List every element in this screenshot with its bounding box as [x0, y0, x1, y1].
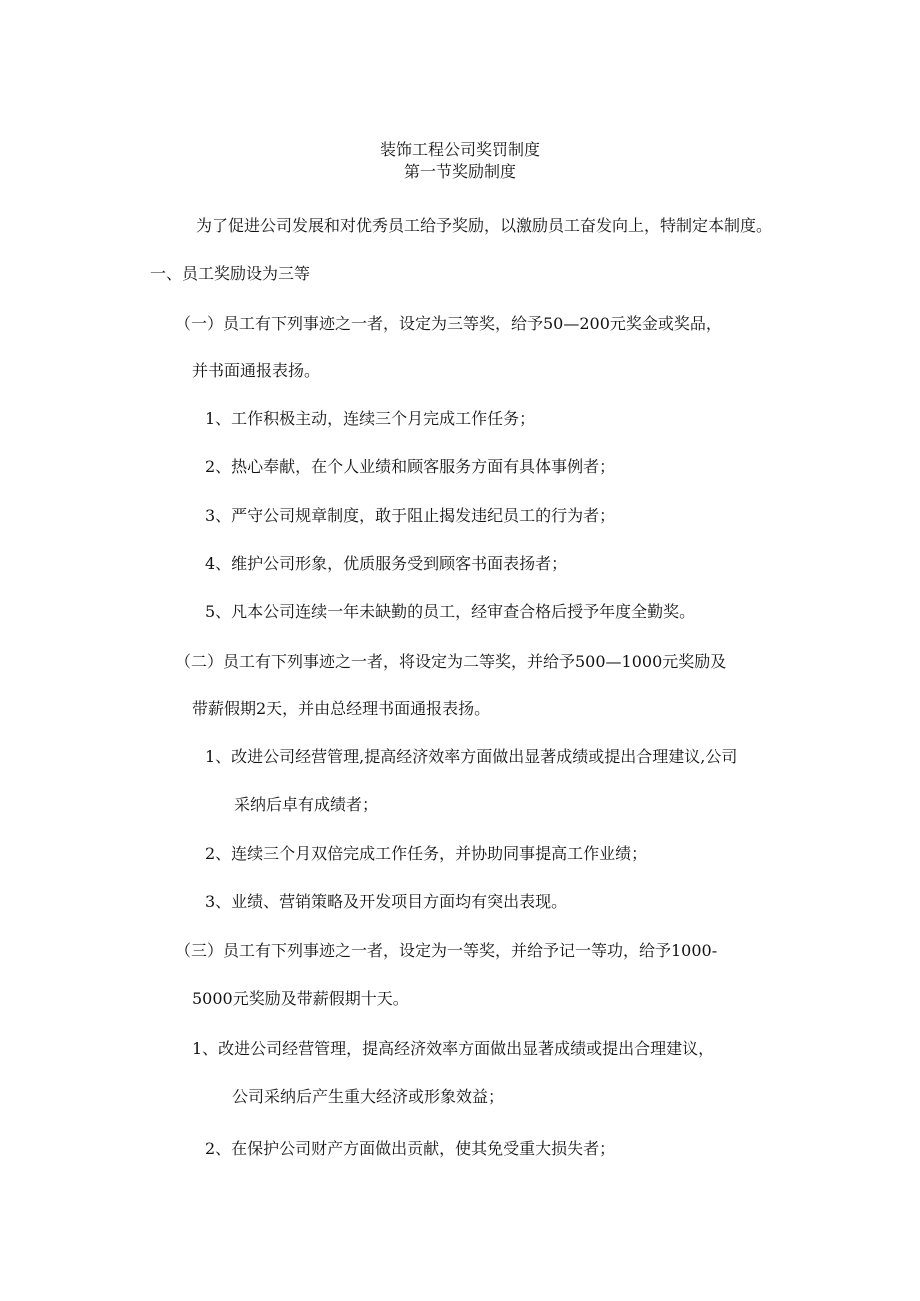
tier2-item2: 2、连续三个月双倍完成工作任务，并协助同事提高工作业绩； [205, 844, 648, 863]
tier1-item1-line2: 公司采纳后产生重大经济或形象效益； [232, 1087, 505, 1106]
document-title: 装饰工程公司奖罚制度 [379, 140, 540, 159]
tier3-item: 5、凡本公司连续一年未缺勤的员工，经审查合格后授予年度全勤奖。 [205, 602, 696, 621]
intro-paragraph: 为了促进公司发展和对优秀员工给予奖励，以激励员工奋发向上，特制定本制度。 [196, 216, 773, 235]
tier3-item: 2、热心奉献，在个人业绩和顾客服务方面有具体事例者； [205, 457, 616, 476]
tier3-intro-line1: （一）员工有下列事迹之一者，设定为三等奖，给予50—200元奖金或奖品， [175, 314, 722, 333]
section-title: 第一节奖励制度 [403, 162, 516, 181]
tier2-intro-line1: （二）员工有下列事迹之一者，将设定为二等奖，并给予500—1000元奖励及 [175, 652, 727, 671]
tier2-item1-line2: 采纳后卓有成绩者； [234, 795, 379, 814]
tier2-item1-line1: 1、改进公司经营管理,提高经济效率方面做出显著成绩或提出合理建议,公司 [205, 747, 738, 766]
tier1-item2: 2、在保护公司财产方面做出贡献，使其免受重大损失者； [205, 1139, 616, 1158]
tier1-intro-line2: 5000元奖励及带薪假期十天。 [192, 989, 409, 1008]
tier3-intro-line2: 并书面通报表扬。 [192, 361, 321, 380]
tier3-item: 1、工作积极主动，连续三个月完成工作任务； [205, 409, 536, 428]
tier2-item3: 3、业绩、营销策略及开发项目方面均有突出表现。 [205, 892, 568, 911]
tier3-item: 4、维护公司形象，优质服务受到顾客书面表扬者； [205, 554, 568, 573]
tier2-intro-line2: 带薪假期2天，并由总经理书面通报表扬。 [192, 699, 491, 718]
tier1-item1-line1: 1、改进公司经营管理，提高经济效率方面做出显著成绩或提出合理建议， [192, 1039, 715, 1058]
tier3-item: 3、严守公司规章制度，敢于阻止揭发违纪员工的行为者； [205, 506, 616, 525]
section-heading: 一、员工奖励设为三等 [150, 264, 311, 283]
tier1-intro-line1: （三）员工有下列事迹之一者，设定为一等奖，并给予记一等功，给予1000- [175, 941, 718, 960]
